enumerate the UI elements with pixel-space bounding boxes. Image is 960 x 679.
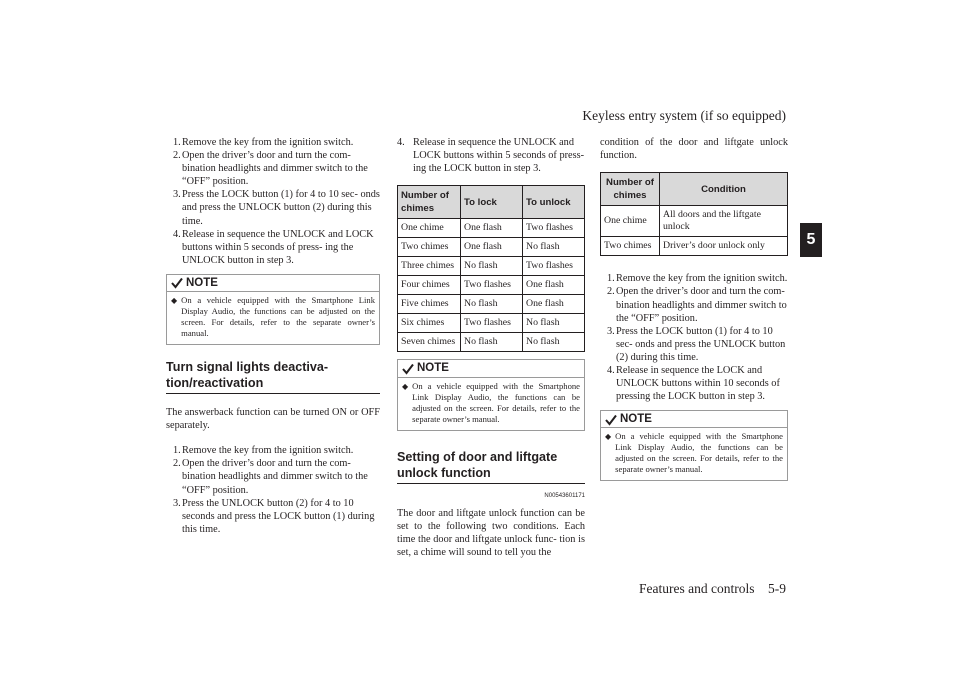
table-cell: One chime [601, 206, 660, 237]
chapter-tab: 5 [800, 223, 822, 257]
check-icon [402, 363, 414, 375]
note-box [600, 410, 788, 481]
table-row [398, 333, 585, 352]
table-cell: One flash [461, 238, 523, 257]
note-text: On a vehicle equipped with the Smartphone Link Display Audio, the functions can be adjusted on the screen. For details, refer to the separate owner’s manual. [615, 431, 783, 475]
list-item: 4. Release in sequence the UNLOCK and LOCK buttons within 5 seconds of press- ing the UNLOCK button in step 3. [173, 228, 374, 266]
table-row [398, 257, 585, 276]
table-row [398, 314, 585, 333]
step-list-1 [166, 136, 380, 267]
list-item: 4. Release in sequence the LOCK and UNLOCK buttons within 10 seconds of pressing the LOCK button in step 3. [607, 365, 780, 403]
table-row [601, 206, 788, 237]
section-heading [397, 449, 585, 484]
table-header: Number of chimes [398, 186, 461, 219]
table-row [601, 237, 788, 256]
list-item: 2. Open the driver’s door and turn the com- bination headlights and dimmer switch to the “OFF” position. [173, 458, 368, 496]
table-row [398, 219, 585, 238]
table-cell: Four chimes [398, 276, 461, 295]
chime-flash-table [397, 185, 585, 352]
table-cell: Driver’s door unlock only [660, 237, 788, 256]
table-cell: No flash [461, 257, 523, 276]
table-header: Number of chimes [601, 173, 660, 206]
table-cell: Two chimes [601, 237, 660, 256]
bullet-icon: ◆ [171, 296, 178, 306]
table-cell: One flash [523, 295, 585, 314]
table-cell: No flash [523, 314, 585, 333]
table-cell: No flash [523, 238, 585, 257]
unlock-condition-table [600, 172, 788, 256]
section-heading [166, 359, 380, 394]
table-row [398, 276, 585, 295]
table-header: To unlock [523, 186, 585, 219]
table-cell: No flash [461, 295, 523, 314]
table-cell: Six chimes [398, 314, 461, 333]
section-title: Setting of door and liftgate unlock function [397, 449, 558, 480]
paragraph: The answerback function can be turned ON or OFF separately. [166, 407, 380, 432]
list-item: 3. Press the LOCK button (1) for 4 to 10 sec- onds and press the UNLOCK button (2) during this time. [607, 325, 786, 363]
note-title: NOTE [186, 276, 218, 289]
table-cell: Five chimes [398, 295, 461, 314]
note-box [397, 359, 585, 430]
paragraph: The door and liftgate unlock function can be set to the following two conditions. Each time the door and liftgate unlock func- tion is set, a chime will sound to tell you the [397, 507, 585, 558]
step-list-2 [166, 444, 380, 536]
check-icon [171, 277, 183, 289]
bullet-icon: ◆ [605, 432, 612, 442]
list-item: 3. Press the UNLOCK button (2) for 4 to 10 seconds and press the LOCK button (1) during this time. [173, 497, 375, 535]
table-cell: One flash [523, 276, 585, 295]
table-header-row [398, 186, 585, 219]
section-title: Turn signal lights deactiva- tion/reactivation [166, 360, 329, 391]
list-item: 2. Open the driver’s door and turn the com- bination headlights and dimmer switch to the “OFF” position. [173, 150, 368, 188]
table-cell: Two chimes [398, 238, 461, 257]
table-row [398, 238, 585, 257]
list-item: 4. Release in sequence the UNLOCK and LOCK buttons within 5 seconds of press- ing the LOCK button in step 3. [397, 137, 585, 175]
table-cell: Two flashes [461, 314, 523, 333]
column-1 [166, 136, 380, 536]
table-cell: No flash [523, 333, 585, 352]
step-list-4 [600, 272, 788, 403]
paragraph: condition of the door and liftgate unlock function. [600, 137, 788, 162]
table-header: Condition [660, 173, 788, 206]
bullet-icon: ◆ [402, 381, 409, 391]
page-header: Keyless entry system (if so equipped) [582, 108, 786, 123]
table-row [398, 295, 585, 314]
table-cell: Three chimes [398, 257, 461, 276]
table-header: To lock [461, 186, 523, 219]
table-cell: Seven chimes [398, 333, 461, 352]
table-cell: Two flashes [461, 276, 523, 295]
list-item: 1. Remove the key from the ignition switch. [173, 137, 354, 148]
list-item: 1. Remove the key from the ignition switch. [607, 273, 788, 285]
note-box [166, 274, 380, 345]
list-item: 2. Open the driver’s door and turn the com- bination headlights and dimmer switch to the “OFF” position. [607, 286, 787, 324]
table-cell: Two flashes [523, 257, 585, 276]
note-text: On a vehicle equipped with the Smartphone Link Display Audio, the functions can be adjusted on the screen. For details, refer to the separate owner’s manual. [181, 295, 375, 339]
list-item: 3. Press the LOCK button (1) for 4 to 10 sec- onds and press the UNLOCK button (2) during this time. [173, 189, 380, 227]
table-header-row [601, 173, 788, 206]
step-list-3 [397, 136, 585, 175]
table-cell: Two flashes [523, 219, 585, 238]
table-cell: One chime [398, 219, 461, 238]
note-title: NOTE [417, 362, 449, 375]
table-cell: One flash [461, 219, 523, 238]
table-cell: No flash [461, 333, 523, 352]
table-cell: All doors and the liftgate unlock [660, 206, 788, 237]
column-2 [397, 136, 585, 559]
note-title: NOTE [620, 413, 652, 426]
list-item: 1. Remove the key from the ignition switch. [173, 445, 354, 457]
doc-code: N00543601171 [544, 492, 585, 499]
column-3 [600, 136, 788, 481]
check-icon [605, 414, 617, 426]
note-text: On a vehicle equipped with the Smartphone Link Display Audio, the functions can be adjusted on the screen. For details, refer to the separate owner’s manual. [412, 380, 580, 424]
page-footer: Features and controls 5-9 [639, 581, 786, 596]
